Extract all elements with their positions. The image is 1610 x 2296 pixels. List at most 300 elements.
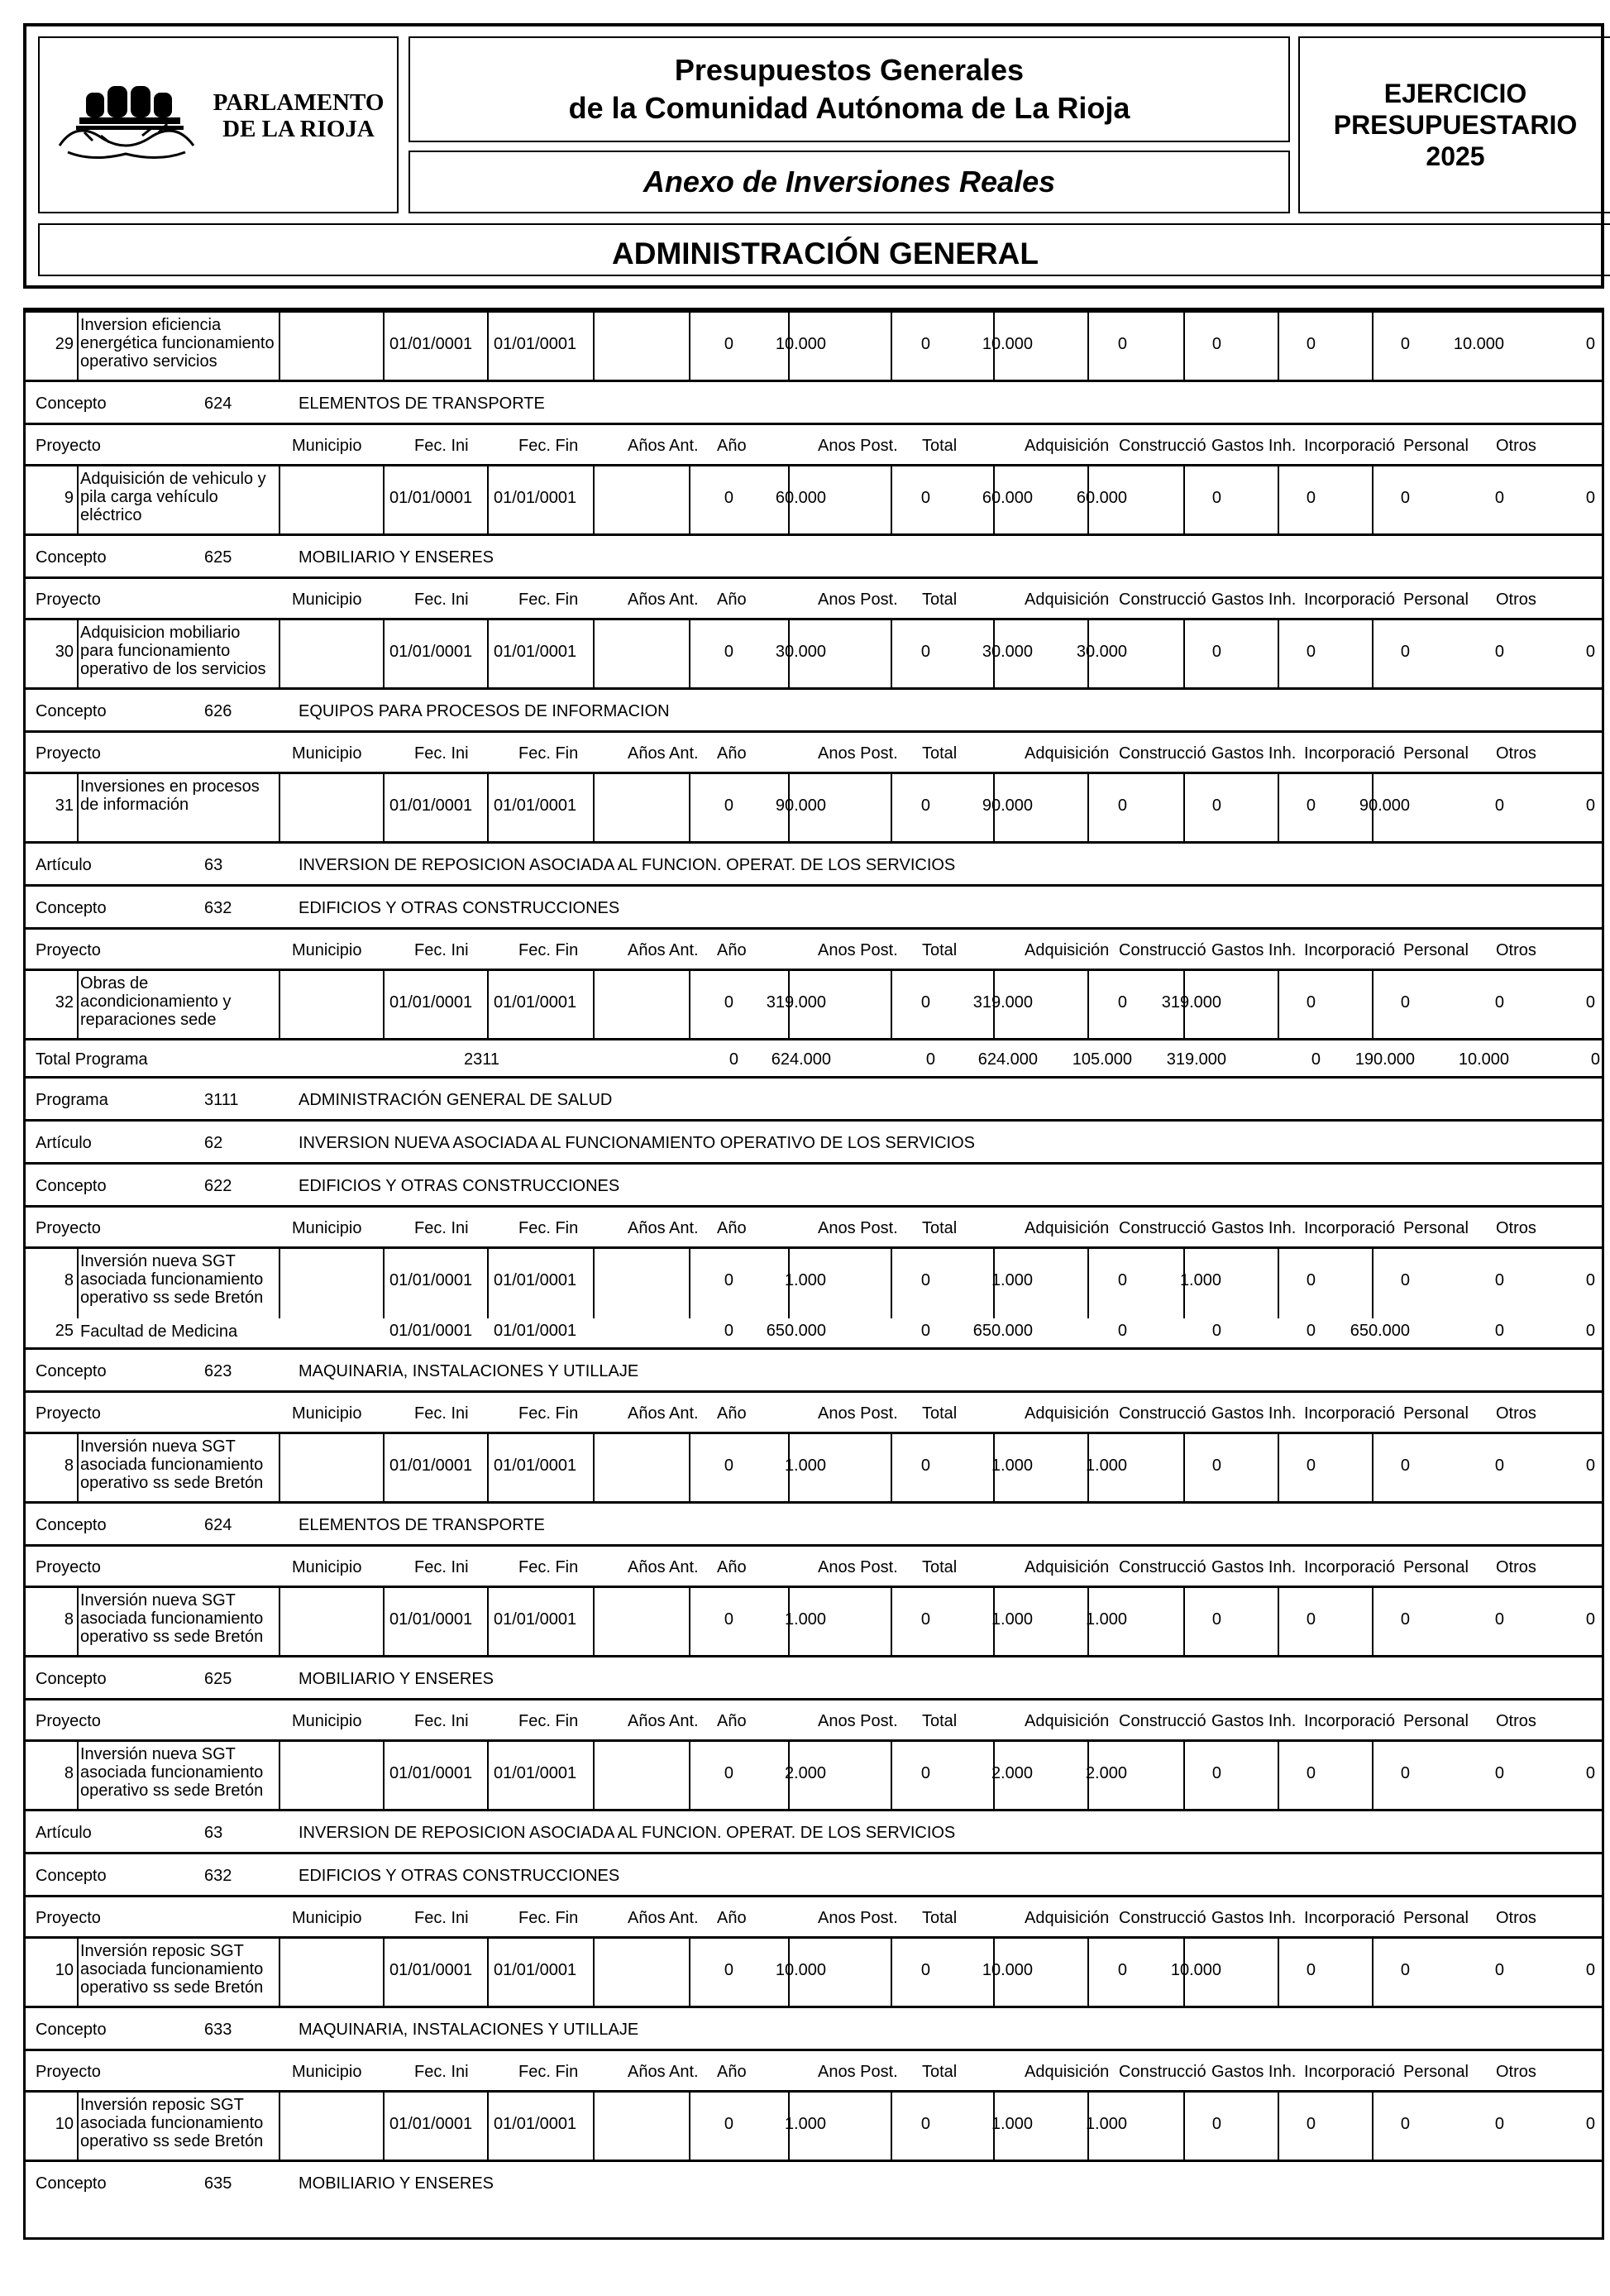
table-group-row: [26, 2006, 1602, 2049]
amount-value: 0: [1585, 1272, 1595, 1289]
column-header: Otros: [1496, 2063, 1536, 2081]
budget-title-box: [408, 36, 1290, 142]
table-project-row: [26, 1246, 1602, 1316]
project-id: 25: [55, 1323, 74, 1340]
investment-table: [23, 308, 1604, 2240]
column-header: Construcció: [1119, 1909, 1206, 1927]
column-header: Personal: [1403, 1219, 1469, 1237]
end-date: 01/01/0001: [494, 2116, 577, 2133]
column-header: Total: [922, 1909, 958, 1927]
column-header: Gastos Inh.: [1211, 1558, 1297, 1576]
end-date: 01/01/0001: [494, 1611, 577, 1629]
amount-value: 0: [1306, 643, 1316, 661]
column-header: Fec. Fin: [518, 437, 579, 455]
table-group-row: [26, 1076, 1602, 1119]
column-header: Anos Post.: [818, 591, 898, 609]
column-header: Construcció: [1119, 437, 1206, 455]
table-group-row: [26, 1119, 1602, 1162]
column-header: Años Ant.: [628, 1219, 699, 1237]
amount-value: 1.000: [784, 1272, 826, 1289]
end-date: 01/01/0001: [494, 1765, 577, 1782]
amount-value: 0: [920, 2116, 930, 2133]
column-header: Fec. Fin: [518, 744, 579, 763]
amount-value: 0: [724, 1272, 733, 1289]
amount-value: 30.000: [1076, 643, 1127, 661]
total-value: 319.000: [1166, 1050, 1226, 1069]
column-header: Incorporació: [1304, 1558, 1395, 1576]
row-description: INVERSION DE REPOSICION ASOCIADA AL FUNCION. OPERAT. DE LOS SERVICIOS: [299, 856, 956, 874]
amount-value: 0: [724, 1457, 733, 1475]
row-level-label: Concepto: [36, 395, 107, 413]
column-header: Adquisición: [1025, 1404, 1110, 1423]
fiscal-year: 2025: [1426, 141, 1485, 171]
amount-value: 0: [1306, 2116, 1316, 2133]
project-id: 8: [64, 1611, 74, 1629]
row-description: ELEMENTOS DE TRANSPORTE: [299, 1516, 545, 1534]
column-header: Incorporació: [1304, 1909, 1395, 1927]
column-header: Fec. Ini: [414, 1909, 469, 1927]
start-date: 01/01/0001: [389, 797, 473, 815]
column-header: Adquisición: [1025, 1909, 1110, 1927]
column-header: Años Ant.: [628, 941, 699, 959]
table-colhdr-row: [26, 1544, 1602, 1586]
column-header: Municipio: [292, 591, 362, 609]
amount-value: 319.000: [972, 994, 1033, 1012]
table-colhdr-row: [26, 2049, 1602, 2090]
amount-value: 0: [1400, 1611, 1410, 1629]
end-date: 01/01/0001: [494, 994, 577, 1012]
column-header: Gastos Inh.: [1211, 1909, 1297, 1927]
table-colhdr-row: [26, 927, 1602, 969]
amount-value: 0: [920, 1457, 930, 1475]
amount-value: 0: [1211, 797, 1221, 815]
start-date: 01/01/0001: [389, 1962, 473, 1979]
column-header: Incorporació: [1304, 941, 1395, 959]
table-project-row: [26, 1739, 1602, 1809]
column-header: Incorporació: [1304, 1404, 1395, 1423]
column-header: Otros: [1496, 1404, 1536, 1423]
start-date: 01/01/0001: [389, 1272, 473, 1289]
row-description: EDIFICIOS Y OTRAS CONSTRUCCIONES: [299, 899, 620, 917]
project-description: Inversiones en procesos de información: [80, 777, 260, 814]
column-header: Personal: [1403, 1712, 1469, 1730]
row-description: INVERSION DE REPOSICION ASOCIADA AL FUNCION. OPERAT. DE LOS SERVICIOS: [299, 1824, 956, 1842]
end-date: 01/01/0001: [494, 336, 577, 353]
amount-value: 1.000: [1179, 1272, 1221, 1289]
amount-value: 0: [1211, 1323, 1221, 1340]
column-header: Fec. Fin: [518, 1404, 579, 1423]
project-id: 8: [64, 1457, 74, 1475]
project-id: 30: [55, 643, 74, 661]
column-header: Fec. Fin: [518, 1909, 579, 1927]
org-name-line1: PARLAMENTO: [213, 89, 385, 116]
row-description: MOBILIARIO Y ENSERES: [299, 548, 494, 567]
amount-value: 0: [920, 1765, 930, 1782]
amount-value: 10.000: [775, 1962, 826, 1979]
column-header: Fec. Ini: [414, 2063, 469, 2081]
amount-value: 0: [1585, 2116, 1595, 2133]
project-id: 10: [55, 1962, 74, 1979]
table-cell-border: [279, 1588, 383, 1657]
column-header: Construcció: [1119, 1712, 1206, 1730]
amount-value: 0: [920, 1323, 930, 1340]
project-description: Facultad de Medicina: [80, 1323, 238, 1341]
row-level-label: Concepto: [36, 2021, 107, 2039]
total-value: 0: [925, 1050, 935, 1069]
column-header: Año: [717, 1909, 747, 1927]
table-colhdr-row: [26, 576, 1602, 618]
row-description: EDIFICIOS Y OTRAS CONSTRUCCIONES: [299, 1177, 620, 1195]
table-group-row: [26, 2160, 1602, 2203]
table-project-row: [26, 969, 1602, 1038]
table-cell-border: [279, 1939, 383, 2008]
amount-value: 0: [1585, 797, 1595, 815]
amount-value: 10.000: [982, 1962, 1033, 1979]
end-date: 01/01/0001: [494, 1323, 577, 1340]
project-description: Inversión nueva SGT asociada funcionamiento operativo ss sede Bretón: [80, 1745, 264, 1800]
column-header: Adquisición: [1025, 744, 1110, 763]
start-date: 01/01/0001: [389, 1765, 473, 1782]
row-description: MAQUINARIA, INSTALACIONES Y UTILLAJE: [299, 2021, 639, 2039]
column-header: Construcció: [1119, 744, 1206, 763]
column-header: Proyecto: [36, 1712, 101, 1730]
table-cell-border: [279, 1249, 383, 1318]
column-header: Proyecto: [36, 1558, 101, 1576]
column-header: Personal: [1403, 1909, 1469, 1927]
row-description: EQUIPOS PARA PROCESOS DE INFORMACION: [299, 702, 670, 720]
column-header: Fec. Ini: [414, 591, 469, 609]
column-header: Adquisición: [1025, 1558, 1110, 1576]
amount-value: 0: [1494, 994, 1504, 1012]
amount-value: 650.000: [1350, 1323, 1410, 1340]
column-header: Incorporació: [1304, 1219, 1395, 1237]
column-header: Anos Post.: [818, 1712, 898, 1730]
column-header: Adquisición: [1025, 941, 1110, 959]
column-header: Gastos Inh.: [1211, 941, 1297, 959]
column-header: Años Ant.: [628, 744, 699, 763]
amount-value: 0: [1585, 1323, 1595, 1340]
fiscal-year-box: [1298, 36, 1610, 213]
table-project-row: [26, 2090, 1602, 2160]
amount-value: 0: [1306, 1611, 1316, 1629]
row-description: ADMINISTRACIÓN GENERAL DE SALUD: [299, 1091, 613, 1109]
amount-value: 0: [1494, 1457, 1504, 1475]
row-code: 626: [204, 702, 232, 720]
budget-title-line1: Presupuestos Generales: [674, 53, 1025, 87]
column-header: Otros: [1496, 1712, 1536, 1730]
column-header: Construcció: [1119, 1558, 1206, 1576]
end-date: 01/01/0001: [494, 797, 577, 815]
table-colhdr-row: [26, 1895, 1602, 1936]
table-project-row: [26, 464, 1602, 533]
amount-value: 0: [1306, 1962, 1316, 1979]
amount-value: 0: [920, 1962, 930, 1979]
row-description: MOBILIARIO Y ENSERES: [299, 2174, 494, 2193]
total-value: 10.000: [1458, 1050, 1509, 1069]
amount-value: 0: [1211, 1611, 1221, 1629]
amount-value: 0: [1400, 1765, 1410, 1782]
amount-value: 0: [920, 994, 930, 1012]
amount-value: 90.000: [1359, 797, 1410, 815]
column-header: Anos Post.: [818, 744, 898, 763]
column-header: Gastos Inh.: [1211, 437, 1297, 455]
amount-value: 0: [1400, 490, 1410, 507]
amount-value: 0: [920, 797, 930, 815]
amount-value: 0: [1400, 1962, 1410, 1979]
column-header: Personal: [1403, 437, 1469, 455]
column-header: Construcció: [1119, 1219, 1206, 1237]
amount-value: 0: [1494, 643, 1504, 661]
row-code: 623: [204, 1362, 232, 1380]
column-header: Total: [922, 591, 958, 609]
amount-value: 0: [1117, 797, 1127, 815]
column-header: Total: [922, 2063, 958, 2081]
column-header: Proyecto: [36, 941, 101, 959]
column-header: Municipio: [292, 1558, 362, 1576]
amount-value: 2.000: [1085, 1765, 1127, 1782]
amount-value: 1.000: [1085, 1611, 1127, 1629]
column-header: Proyecto: [36, 744, 101, 763]
amount-value: 0: [1211, 2116, 1221, 2133]
amount-value: 0: [724, 1323, 733, 1340]
column-header: Gastos Inh.: [1211, 1219, 1297, 1237]
column-header: Fec. Ini: [414, 1712, 469, 1730]
total-value: 0: [729, 1050, 738, 1069]
amount-value: 0: [1306, 336, 1316, 353]
amount-value: 10.000: [1170, 1962, 1221, 1979]
column-header: Anos Post.: [818, 437, 898, 455]
column-header: Personal: [1403, 2063, 1469, 2081]
amount-value: 10.000: [1453, 336, 1504, 353]
table-cell-border: [279, 620, 383, 690]
column-header: Adquisición: [1025, 437, 1110, 455]
column-header: Municipio: [292, 941, 362, 959]
amount-value: 0: [1306, 994, 1316, 1012]
table-total-row: [26, 1038, 1602, 1076]
table-colhdr-row: [26, 1390, 1602, 1432]
amount-value: 0: [1494, 797, 1504, 815]
amount-value: 0: [1585, 1457, 1595, 1475]
amount-value: 0: [1400, 2116, 1410, 2133]
column-header: Fec. Fin: [518, 1712, 579, 1730]
amount-value: 2.000: [991, 1765, 1033, 1782]
column-header: Total: [922, 1219, 958, 1237]
amount-value: 0: [1585, 994, 1595, 1012]
column-header: Otros: [1496, 1219, 1536, 1237]
start-date: 01/01/0001: [389, 2116, 473, 2133]
column-header: Municipio: [292, 1712, 362, 1730]
total-value: 190.000: [1354, 1050, 1415, 1069]
amount-value: 0: [1117, 336, 1127, 353]
end-date: 01/01/0001: [494, 1457, 577, 1475]
end-date: 01/01/0001: [494, 643, 577, 661]
amount-value: 0: [1494, 1272, 1504, 1289]
parliament-logo-icon: [51, 71, 200, 162]
column-header: Años Ant.: [628, 1558, 699, 1576]
table-cell-border: [279, 1434, 383, 1504]
project-id: 8: [64, 1765, 74, 1782]
amount-value: 0: [724, 490, 733, 507]
row-level-label: Artículo: [36, 1134, 92, 1152]
column-header: Anos Post.: [818, 1909, 898, 1927]
column-header: Otros: [1496, 744, 1536, 763]
row-description: MOBILIARIO Y ENSERES: [299, 1670, 494, 1688]
amount-value: 0: [1494, 1765, 1504, 1782]
amount-value: 0: [1306, 490, 1316, 507]
end-date: 01/01/0001: [494, 490, 577, 507]
column-header: Anos Post.: [818, 1558, 898, 1576]
amount-value: 0: [1585, 1962, 1595, 1979]
amount-value: 30.000: [775, 643, 826, 661]
end-date: 01/01/0001: [494, 1962, 577, 1979]
row-description: MAQUINARIA, INSTALACIONES Y UTILLAJE: [299, 1362, 639, 1380]
start-date: 01/01/0001: [389, 994, 473, 1012]
column-header: Construcció: [1119, 941, 1206, 959]
column-header: Años Ant.: [628, 1404, 699, 1423]
amount-value: 0: [724, 643, 733, 661]
amount-value: 0: [1585, 490, 1595, 507]
amount-value: 1.000: [1085, 2116, 1127, 2133]
start-date: 01/01/0001: [389, 1323, 473, 1340]
table-project-row: [26, 1936, 1602, 2006]
amount-value: 0: [920, 336, 930, 353]
column-header: Año: [717, 1404, 747, 1423]
project-description: Adquisicion mobiliario para funcionamiento operativo de los servicios: [80, 624, 266, 678]
column-header: Construcció: [1119, 2063, 1206, 2081]
amount-value: 0: [1585, 643, 1595, 661]
table-colhdr-row: [26, 423, 1602, 464]
column-header: Incorporació: [1304, 2063, 1395, 2081]
table-cell-border: [279, 2093, 383, 2162]
table-group-row: [26, 687, 1602, 730]
amount-value: 0: [1117, 1962, 1127, 1979]
amount-value: 1.000: [991, 1457, 1033, 1475]
column-header: Fec. Fin: [518, 591, 579, 609]
row-level-label: Concepto: [36, 1362, 107, 1380]
org-name-line2: DE LA RIOJA: [222, 116, 375, 142]
column-header: Fec. Ini: [414, 1219, 469, 1237]
row-level-label: Concepto: [36, 1177, 107, 1195]
amount-value: 90.000: [775, 797, 826, 815]
column-header: Municipio: [292, 437, 362, 455]
column-header: Incorporació: [1304, 1712, 1395, 1730]
column-header: Año: [717, 437, 747, 455]
column-header: Adquisición: [1025, 2063, 1110, 2081]
project-id: 32: [55, 994, 74, 1012]
column-header: Construcció: [1119, 591, 1206, 609]
amount-value: 0: [724, 994, 733, 1012]
column-header: Proyecto: [36, 1909, 101, 1927]
amount-value: 0: [1494, 1962, 1504, 1979]
column-header: Adquisición: [1025, 1219, 1110, 1237]
column-header: Otros: [1496, 437, 1536, 455]
row-code: 624: [204, 1516, 232, 1534]
table-cell-border: [279, 774, 383, 844]
column-header: Año: [717, 591, 747, 609]
row-code: 63: [204, 1824, 223, 1842]
project-description: Inversión nueva SGT asociada funcionamiento operativo ss sede Bretón: [80, 1591, 264, 1646]
amount-value: 0: [920, 1611, 930, 1629]
amount-value: 0: [920, 1272, 930, 1289]
amount-value: 60.000: [1076, 490, 1127, 507]
column-header: Fec. Fin: [518, 1219, 579, 1237]
table-group-row: [26, 1501, 1602, 1544]
table-cell-border: [279, 1742, 383, 1811]
project-description: Inversión nueva SGT asociada funcionamiento operativo ss sede Bretón: [80, 1252, 264, 1307]
amount-value: 319.000: [1161, 994, 1221, 1012]
amount-value: 0: [1211, 490, 1221, 507]
project-description: Inversión nueva SGT asociada funcionamiento operativo ss sede Bretón: [80, 1437, 264, 1492]
table-cell-border: [279, 466, 383, 536]
amount-value: 1.000: [991, 1611, 1033, 1629]
table-group-row: [26, 1162, 1602, 1205]
amount-value: 319.000: [766, 994, 826, 1012]
amount-value: 0: [724, 2116, 733, 2133]
budget-title-line2: de la Comunidad Autónoma de La Rioja: [568, 91, 1130, 125]
column-header: Fec. Fin: [518, 1558, 579, 1576]
row-code: 624: [204, 395, 232, 413]
amount-value: 1.000: [784, 2116, 826, 2133]
amount-value: 0: [920, 490, 930, 507]
row-level-label: Concepto: [36, 1867, 107, 1885]
row-code: 625: [204, 1670, 232, 1688]
column-header: Total: [922, 941, 958, 959]
amount-value: 0: [1306, 1457, 1316, 1475]
project-id: 31: [55, 797, 74, 815]
end-date: 01/01/0001: [494, 1272, 577, 1289]
amount-value: 0: [1117, 1323, 1127, 1340]
amount-value: 0: [1117, 994, 1127, 1012]
table-cell-border: [279, 313, 383, 382]
amount-value: 0: [724, 1611, 733, 1629]
table-project-row: [26, 1586, 1602, 1655]
start-date: 01/01/0001: [389, 490, 473, 507]
column-header: Gastos Inh.: [1211, 1404, 1297, 1423]
column-header: Otros: [1496, 1558, 1536, 1576]
column-header: Municipio: [292, 2063, 362, 2081]
table-group-row: [26, 1655, 1602, 1698]
amount-value: 0: [1585, 1765, 1595, 1782]
column-header: Fec. Ini: [414, 941, 469, 959]
column-header: Total: [922, 1558, 958, 1576]
column-header: Proyecto: [36, 591, 101, 609]
column-header: Años Ant.: [628, 1909, 699, 1927]
row-code: 633: [204, 2021, 232, 2039]
row-description: EDIFICIOS Y OTRAS CONSTRUCCIONES: [299, 1867, 620, 1885]
row-level-label: Concepto: [36, 2174, 107, 2193]
row-level-label: Artículo: [36, 856, 92, 874]
table-group-row: [26, 1809, 1602, 1852]
amount-value: 60.000: [982, 490, 1033, 507]
total-value: 105.000: [1072, 1050, 1132, 1069]
amount-value: 1.000: [784, 1611, 826, 1629]
table-group-row: [26, 1347, 1602, 1390]
row-code: 632: [204, 1867, 232, 1885]
table-project-row: [26, 1432, 1602, 1501]
column-header: Personal: [1403, 744, 1469, 763]
project-description: Inversión reposic SGT asociada funcionamiento operativo ss sede Bretón: [80, 1942, 264, 1997]
column-header: Total: [922, 744, 958, 763]
column-header: Adquisición: [1025, 1712, 1110, 1730]
amount-value: 10.000: [775, 336, 826, 353]
start-date: 01/01/0001: [389, 336, 473, 353]
total-value: 0: [1311, 1050, 1321, 1069]
amount-value: 0: [1585, 1611, 1595, 1629]
column-header: Otros: [1496, 591, 1536, 609]
amount-value: 2.000: [784, 1765, 826, 1782]
column-header: Año: [717, 1712, 747, 1730]
start-date: 01/01/0001: [389, 1457, 473, 1475]
